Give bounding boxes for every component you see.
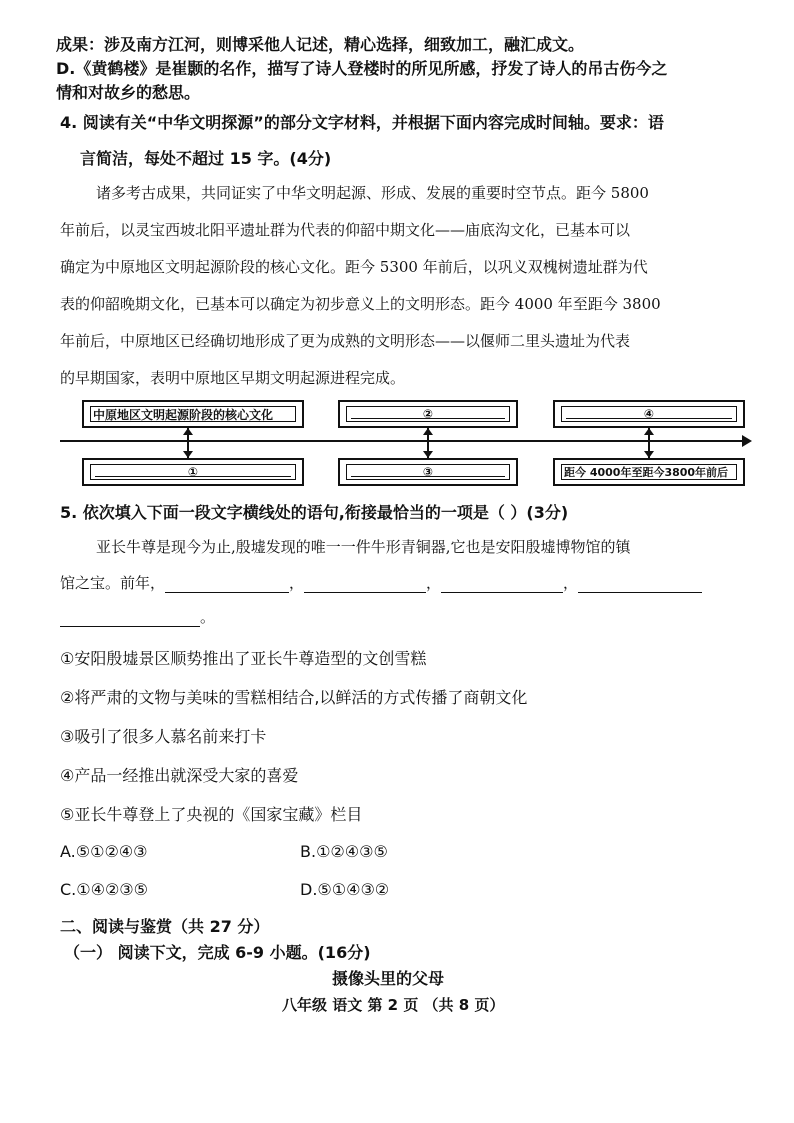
comma: ， (563, 574, 579, 592)
fill-blank-2[interactable] (304, 576, 426, 593)
question-5-passage-line-2 (60, 572, 702, 593)
section-2-heading: 二、阅读与鉴赏（共 27 分） (60, 917, 270, 936)
fill-blank-4[interactable] (578, 576, 702, 593)
period: 。 (200, 608, 216, 626)
timeline-arrowhead (742, 435, 752, 447)
article-title: 摄像头里的父母 (332, 969, 445, 988)
passage-line-3: 确定为中原地区文明起源阶段的核心文化。距今 5300 年前后，以巩义双槐树遗址群为代 (60, 258, 648, 276)
arrow-down-icon (183, 451, 193, 458)
timeline-box-top-middle[interactable] (338, 400, 518, 428)
passage-line-5: 年前后，中原地区已经确切地形成了更为成熟的文明形态——以偃师二里头遗址为代表 (60, 332, 631, 350)
passage-text: 馆之宝。前年， (60, 574, 166, 592)
page-footer: 八年级 语文 第 2 页 （共 8 页） (282, 996, 505, 1014)
blank-3-marker: ③ (422, 465, 434, 479)
option-d-line-1: D.《黄鹤楼》是崔颢的名作，描写了诗人登楼时的所见所感，抒发了诗人的吊古伤今之 (56, 59, 668, 78)
timeline-box-top-left (82, 400, 304, 428)
timeline-box-top-right[interactable] (553, 400, 745, 428)
comma: ， (289, 574, 305, 592)
timeline-box-bottom-left[interactable] (82, 458, 304, 486)
choice-a[interactable]: A.⑤①②④③ (60, 842, 148, 861)
blank-4-marker: ④ (643, 407, 655, 421)
arrow-up-icon (183, 428, 193, 435)
timeline-label-core-culture: 中原地区文明起源阶段的核心文化 (90, 406, 296, 422)
question-5-prompt: 5. 依次填入下面一段文字横线处的语句,衔接最恰当的一项是（ ）(3分) (60, 503, 569, 522)
question-4-line-2: 言简洁，每处不超过 15 字。(4分) (80, 149, 332, 168)
question-4-line-1: 4. 阅读有关“中华文明探源”的部分文字材料，并根据下面内容完成时间轴。要求：语 (60, 113, 664, 132)
passage-line-4: 表的仰韶晚期文化，已基本可以确定为初步意义上的文明形态。距今 4000 年至距今 3800 (60, 295, 661, 313)
text-line-1: 成果：涉及南方江河，则博采他人记述，精心选择，细致加工，融汇成文。 (56, 35, 585, 54)
blank-2-marker: ② (422, 407, 434, 421)
blank-1-marker: ① (187, 465, 199, 479)
arrow-up-icon (423, 428, 433, 435)
sentence-option-5: ⑤亚长牛尊登上了央视的《国家宝藏》栏目 (60, 805, 363, 824)
subsection-1-heading: （一） 阅读下文，完成 6-9 小题。(16分) (64, 943, 371, 962)
timeline-box-bottom-middle[interactable] (338, 458, 518, 486)
question-5-passage-line-1: 亚长牛尊是现今为止,殷墟发现的唯一一件牛形青铜器,它也是安阳殷墟博物馆的镇 (96, 538, 631, 556)
choice-b[interactable]: B.①②④③⑤ (300, 842, 388, 861)
passage-line-2: 年前后，以灵宝西坡北阳平遗址群为代表的仰韶中期文化——庙底沟文化，已基本可以 (60, 221, 631, 239)
arrow-up-icon (644, 428, 654, 435)
passage-line-1: 诸多考古成果，共同证实了中华文明起源、形成、发展的重要时空节点。距今 5800 (96, 184, 649, 202)
option-d-line-2: 情和对故乡的愁思。 (56, 83, 201, 102)
fill-blank-5[interactable] (60, 610, 200, 627)
arrow-down-icon (644, 451, 654, 458)
passage-line-6: 的早期国家，表明中原地区早期文明起源进程完成。 (60, 369, 406, 387)
choice-c[interactable]: C.①④②③⑤ (60, 880, 148, 899)
fill-blank-1[interactable] (165, 576, 289, 593)
timeline-box-bottom-right (553, 458, 745, 486)
sentence-option-4: ④产品一经推出就深受大家的喜爱 (60, 766, 299, 785)
choice-d[interactable]: D.⑤①④③② (300, 880, 390, 899)
sentence-option-1: ①安阳殷墟景区顺势推出了亚长牛尊造型的文创雪糕 (60, 649, 427, 668)
question-5-passage-line-3 (60, 606, 215, 627)
comma: ， (426, 574, 442, 592)
sentence-option-2: ②将严肃的文物与美味的雪糕相结合,以鲜活的方式传播了商朝文化 (60, 688, 528, 707)
arrow-down-icon (423, 451, 433, 458)
timeline-axis (60, 440, 750, 442)
timeline-label-date-range: 距今 4000年至距今3800年前后 (561, 464, 737, 480)
sentence-option-3: ③吸引了很多人慕名前来打卡 (60, 727, 267, 746)
fill-blank-3[interactable] (441, 576, 563, 593)
